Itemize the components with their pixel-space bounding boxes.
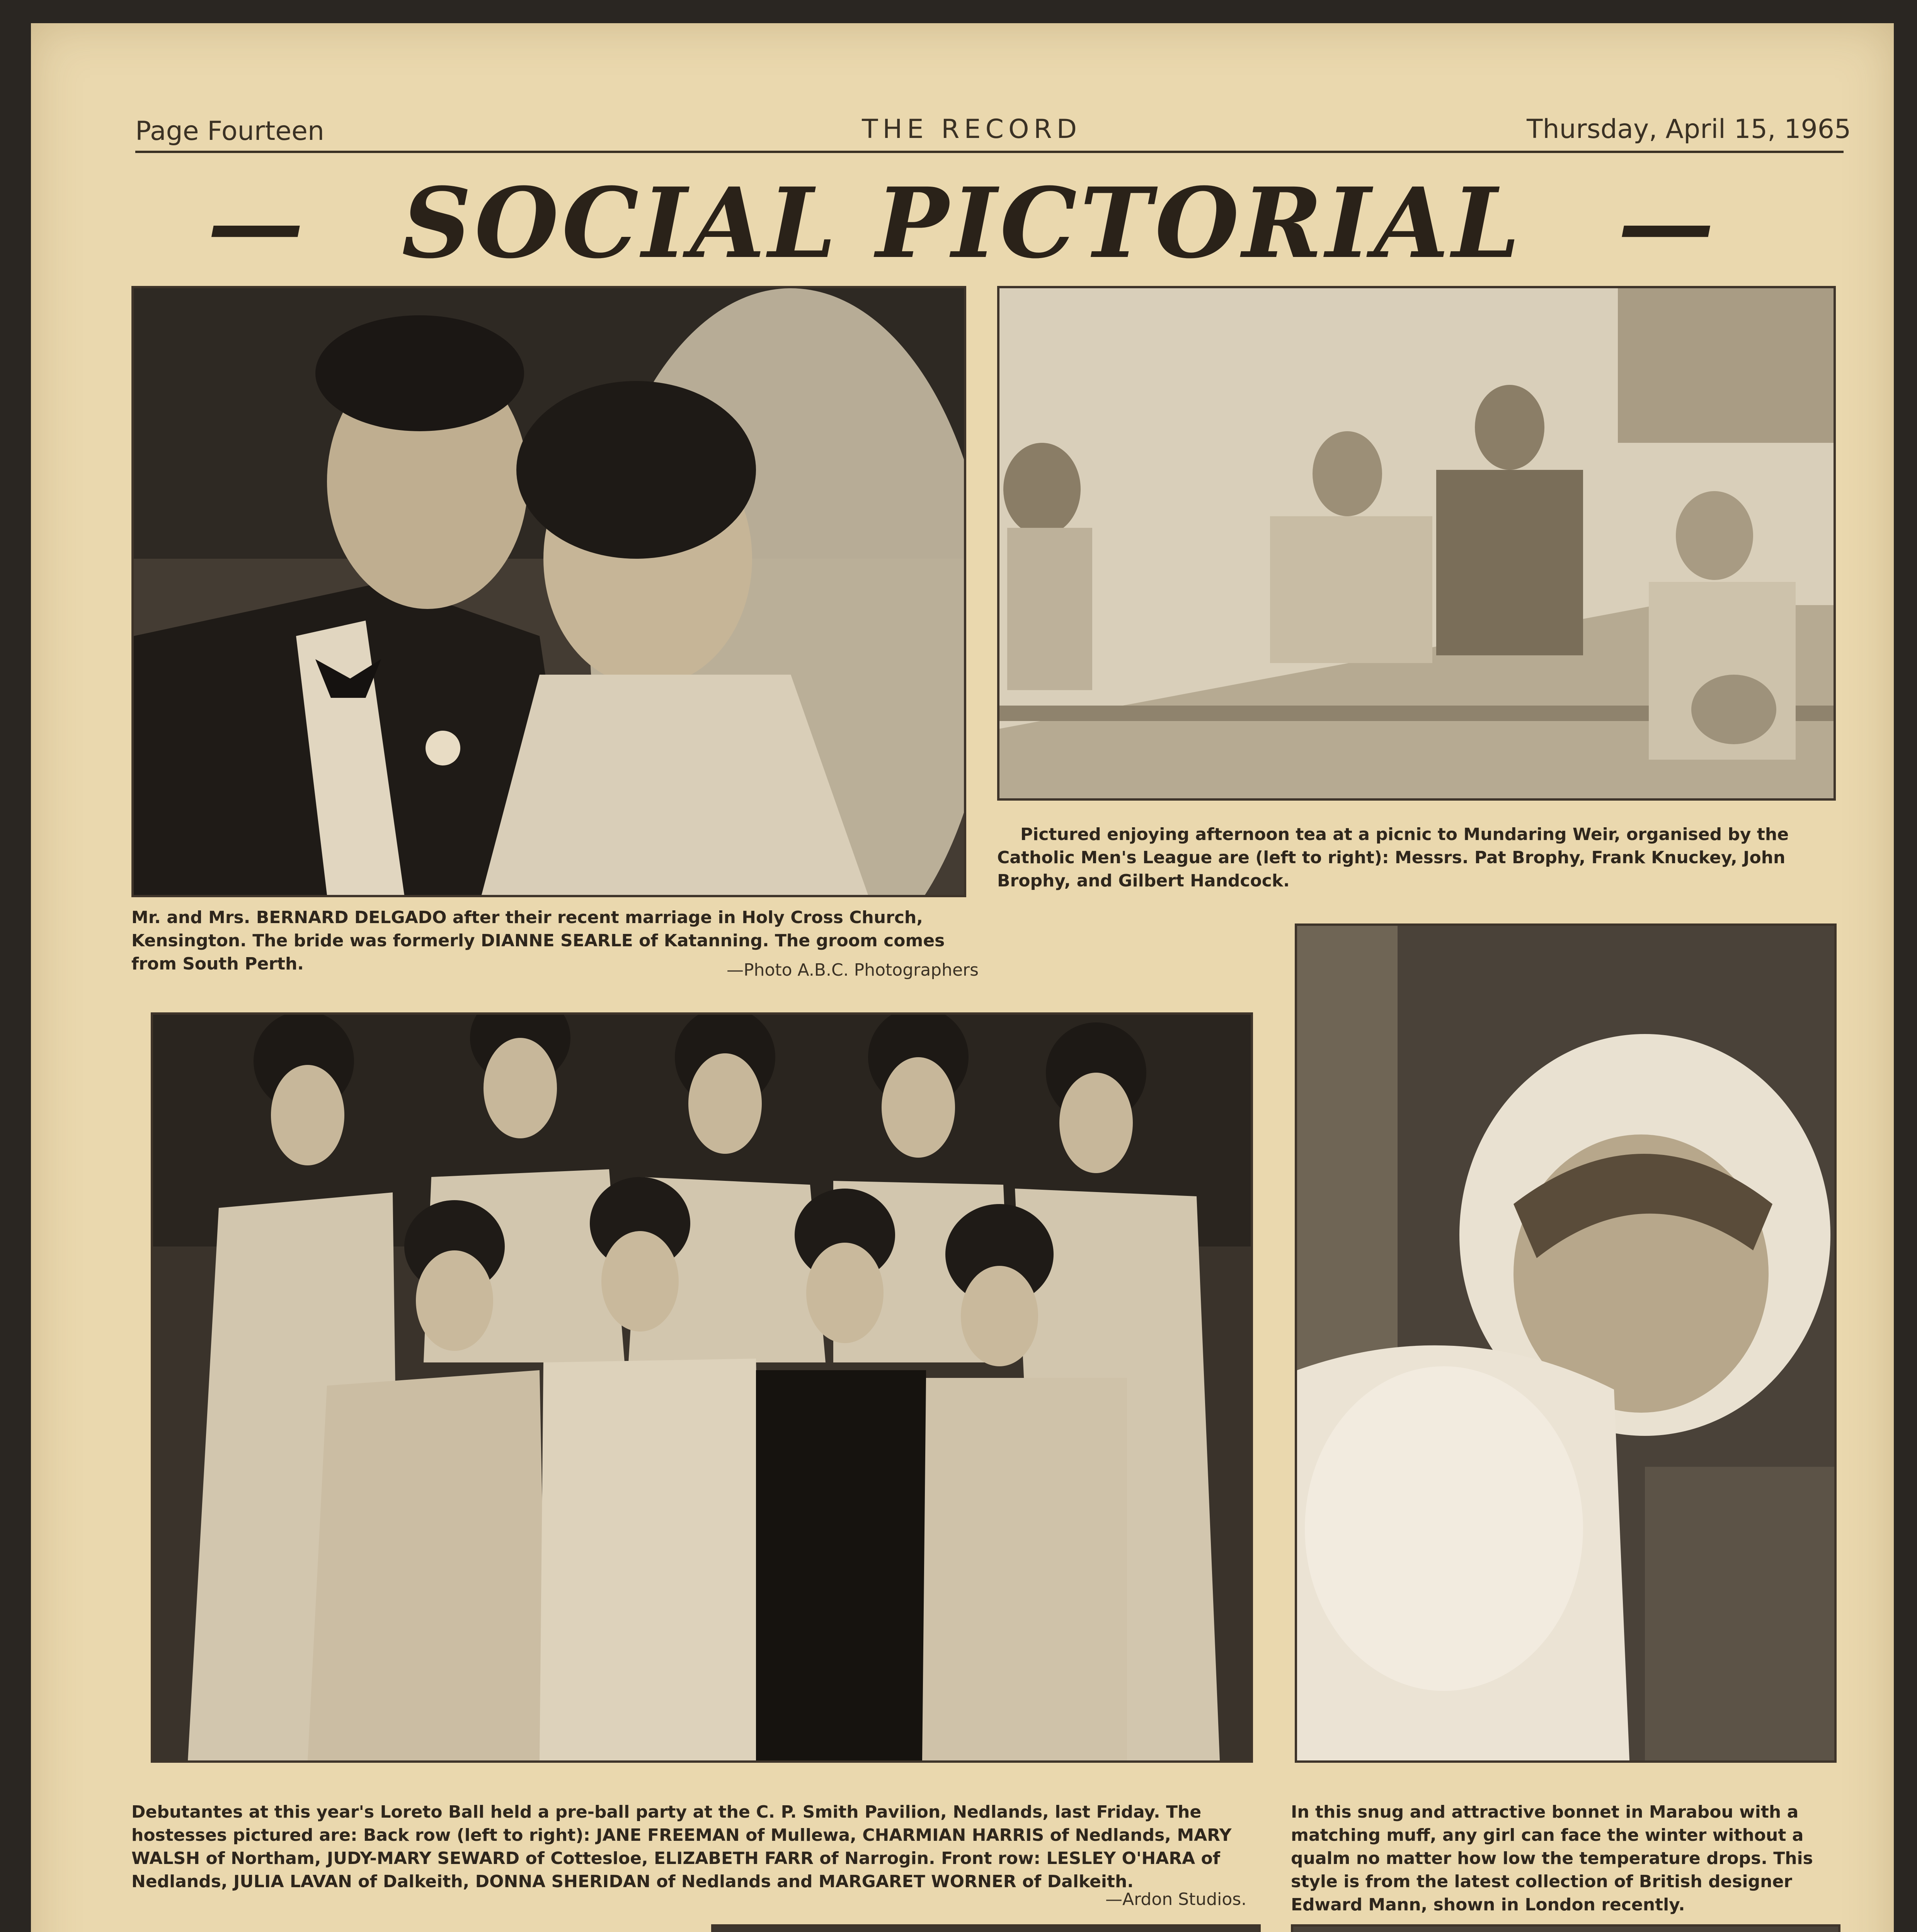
suit-photo [711,1924,1261,1932]
newspaper-page [31,23,1894,1932]
bonnet-photo [1295,923,1837,1763]
headline-dash-left: — [207,166,307,280]
wedding-photo [131,286,966,897]
debutantes-photo [151,1012,1253,1763]
picnic-caption: Pictured enjoying afternoon tea at a picnic to Mundaring Weir, organised by the Catholic Men's League are (left to right): Messrs. Pat Brophy, Frank Knuckey, John Brophy, and Gilbert Handcock. [997,825,1789,891]
headline-title: SOCIAL PICTORIAL [402,166,1523,280]
debutantes-credit: —Ardon Studios. [1105,1889,1247,1909]
wedding-caption: Mr. and Mrs. BERNARD DELGADO after their recent marriage in Holy Cross Church, Kensington. The bride was formerly DIANNE SEARLE of Katanning. The groom comes from South Perth. [131,908,945,974]
headline-dash-right: — [1617,166,1718,280]
issue-date: Thursday, April 15, 1965 [1527,114,1851,145]
dress-photo [1291,1924,1840,1932]
page-headline [31,166,1894,280]
debutantes-caption: Debutantes at this year's Loreto Ball held a pre-ball party at the C. P. Smith Pavilion, Nedlands, last Friday. The hostesses pictured are: Back row (left to right): JANE FREEMAN of Mullewa, CHARMIAN HARRIS of Nedlands, MARY WALSH of Northam, JUDY-MARY SEWARD of Cottesloe, ELIZABETH FARR of Narrogin. Front row: LESLEY O'HARA of Nedlands, JULIA LAVAN of Dalkeith, DONNA SHERIDAN of Nedlands and MARGARET WORNER of Dalkeith. [131,1802,1232,1891]
page-number: Page Fourteen [135,116,325,146]
picnic-photo [997,286,1836,801]
header-rule [135,151,1844,153]
wedding-credit: —Photo A.B.C. Photographers [727,960,979,980]
bonnet-caption: In this snug and attractive bonnet in Marabou with a matching muff, any girl can face the winter without a qualm no matter how low the temperature drops. This style is from the latest collection of British designer Edward Mann, shown in London recently. [1291,1802,1813,1915]
paper-name: THE RECORD [862,114,1082,145]
